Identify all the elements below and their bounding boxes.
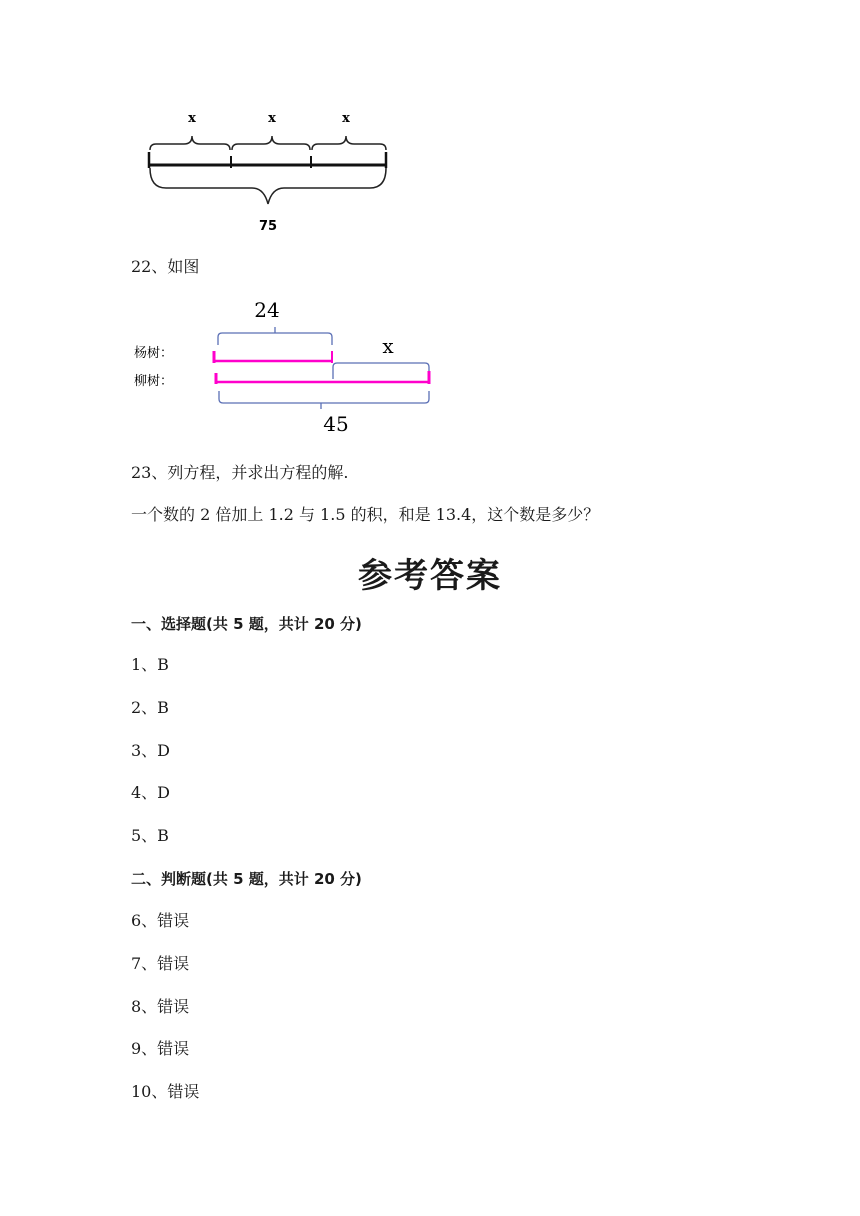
diagram2-brace-x [333,363,429,379]
answer-item: 2、B [131,698,169,717]
diagram2-brace-45 [219,391,429,409]
answer-item: 4、D [131,783,171,802]
diagram1-label-x-3: x [342,111,350,126]
segment-diagram-75 [140,100,400,240]
diagram1-brace-bottom [150,168,386,204]
answers-title: 参考答案 [358,556,502,596]
tree-segment-diagram [130,295,450,440]
diagram1-brace-top-2 [232,136,310,150]
diagram1-label-x-2: x [268,111,276,126]
diagram1-label-total: 75 [258,219,278,234]
question-23-body: 一个数的 2 倍加上 1.2 与 1.5 的积，和是 13.4，这个数是多少？ [131,505,600,524]
section-judgement-heading: 二、判断题(共 5 题，共计 20 分) [131,870,362,888]
diagram2-label-45: 45 [323,412,349,436]
diagram1-label-x-1: x [188,111,196,126]
answer-item: 1、B [131,655,169,674]
answer-item: 5、B [131,826,169,845]
answer-item: 7、错误 [131,954,190,973]
section-choice-heading: 一、选择题(共 5 题，共计 20 分) [131,615,362,633]
diagram2-row1-label: 杨树： [134,346,174,361]
answer-item: 3、D [131,741,171,760]
diagram1-brace-top-3 [312,136,386,150]
answer-item: 10、错误 [131,1082,200,1101]
answer-item: 8、错误 [131,997,190,1016]
diagram1-brace-top-1 [150,136,230,150]
diagram2-row2-label: 柳树： [134,374,174,389]
diagram2-label-24: 24 [254,298,280,322]
question-23-heading: 23、列方程，并求出方程的解. [131,463,349,482]
question-22-heading: 22、如图 [131,257,200,276]
answer-item: 6、错误 [131,911,190,930]
answer-item: 9、错误 [131,1039,190,1058]
diagram2-brace-24 [218,327,332,345]
diagram2-label-x: x [382,334,394,358]
